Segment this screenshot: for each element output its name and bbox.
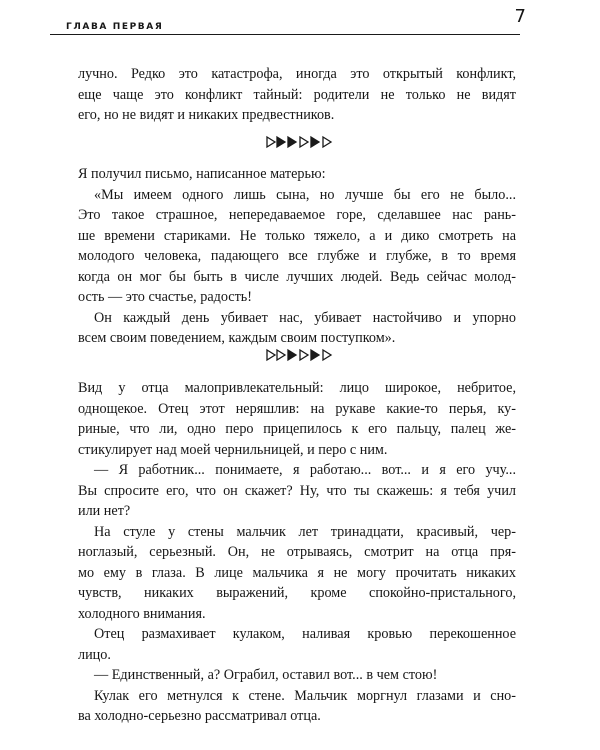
text-line: Отец размахивает кулаком, наливая кровью перекошенное	[94, 626, 516, 642]
text-line: лицо.	[78, 646, 111, 663]
text-line: молодого человека, падающего все глубже и глубже, в то время	[78, 248, 516, 264]
text-line: стикулирует над моей чернильницей, и перо с ним.	[78, 441, 388, 458]
text-line: еще чаще это конфликт тайный: родители не только не видят	[78, 86, 516, 103]
text-line: На стуле у стены мальчик лет тринадцати, красивый, чер-	[94, 523, 516, 540]
text-line: когда он мог бы быть в числе лучших людей. Ведь сейчас молод-	[78, 268, 516, 285]
text-line: холодного внимания.	[78, 605, 206, 622]
text-line: лучно. Редко это катастрофа, иногда это открытый конфликт,	[78, 66, 516, 82]
text-line: риные, что ли, одно перо прицепилось к его пальцу, палец же-	[78, 421, 516, 437]
page-number: 7	[514, 6, 526, 27]
text-line: мо ему в глаза. В лице мальчика я не могу прочитать никаких	[78, 564, 516, 581]
paragraph-block-3	[78, 378, 516, 727]
text-line: однощекое. Отец этот неряшлив: на рукаве какие-то перья, ку-	[78, 400, 516, 417]
text-line: ше времени стариками. Не только тяжело, а и дико смотреть на	[78, 227, 516, 244]
paragraph-block-2	[78, 164, 516, 349]
arrow-ornament-icon	[265, 135, 335, 149]
text-line: Кулак его метнулся к стене. Мальчик моргнул глазами и сно-	[94, 687, 516, 704]
text-line: чувств, никаких выражений, кроме спокойно-пристального,	[78, 585, 516, 601]
text-line: Вы спросите его, что он скажет? Ну, что ты скажешь: я тебя учил	[78, 482, 516, 499]
arrow-ornament-icon	[265, 348, 335, 362]
text-line: всем своим поведением, каждым своим поступком».	[78, 330, 396, 346]
chapter-title: ГЛАВА ПЕРВАЯ	[66, 22, 164, 32]
text-line: ость — это счастье, радость!	[78, 289, 252, 305]
paragraph-block-1	[78, 64, 516, 126]
text-line: ноглазый, серьезный. Он, не отрываясь, смотрит на отца пря-	[78, 544, 516, 560]
text-line: — Я работник... понимаете, я работаю... вот... и я его учу...	[94, 462, 516, 478]
text-line: Вид у отца малопривлекательный: лицо широкое, небритое,	[78, 380, 516, 396]
text-line: или нет?	[78, 503, 131, 519]
text-line: — Единственный, а? Ограбил, оставил вот... в чем стою!	[94, 667, 438, 683]
text-line: «Мы имеем одного лишь сына, но лучше бы его не было...	[94, 186, 516, 203]
text-line: ва холодно-серьезно рассматривал отца.	[78, 708, 321, 724]
text-line: Это такое страшное, непередаваемое горе, сделавшее нас рань-	[78, 207, 516, 223]
ornament-divider	[0, 134, 600, 153]
running-head	[50, 6, 526, 35]
text-line: его, но не видят и никаких предвестников.	[78, 107, 335, 123]
ornament-divider	[0, 347, 600, 366]
text-line: Он каждый день убивает нас, убивает настойчиво и упорно	[94, 309, 516, 326]
text-line: Я получил письмо, написанное матерью:	[78, 166, 326, 182]
